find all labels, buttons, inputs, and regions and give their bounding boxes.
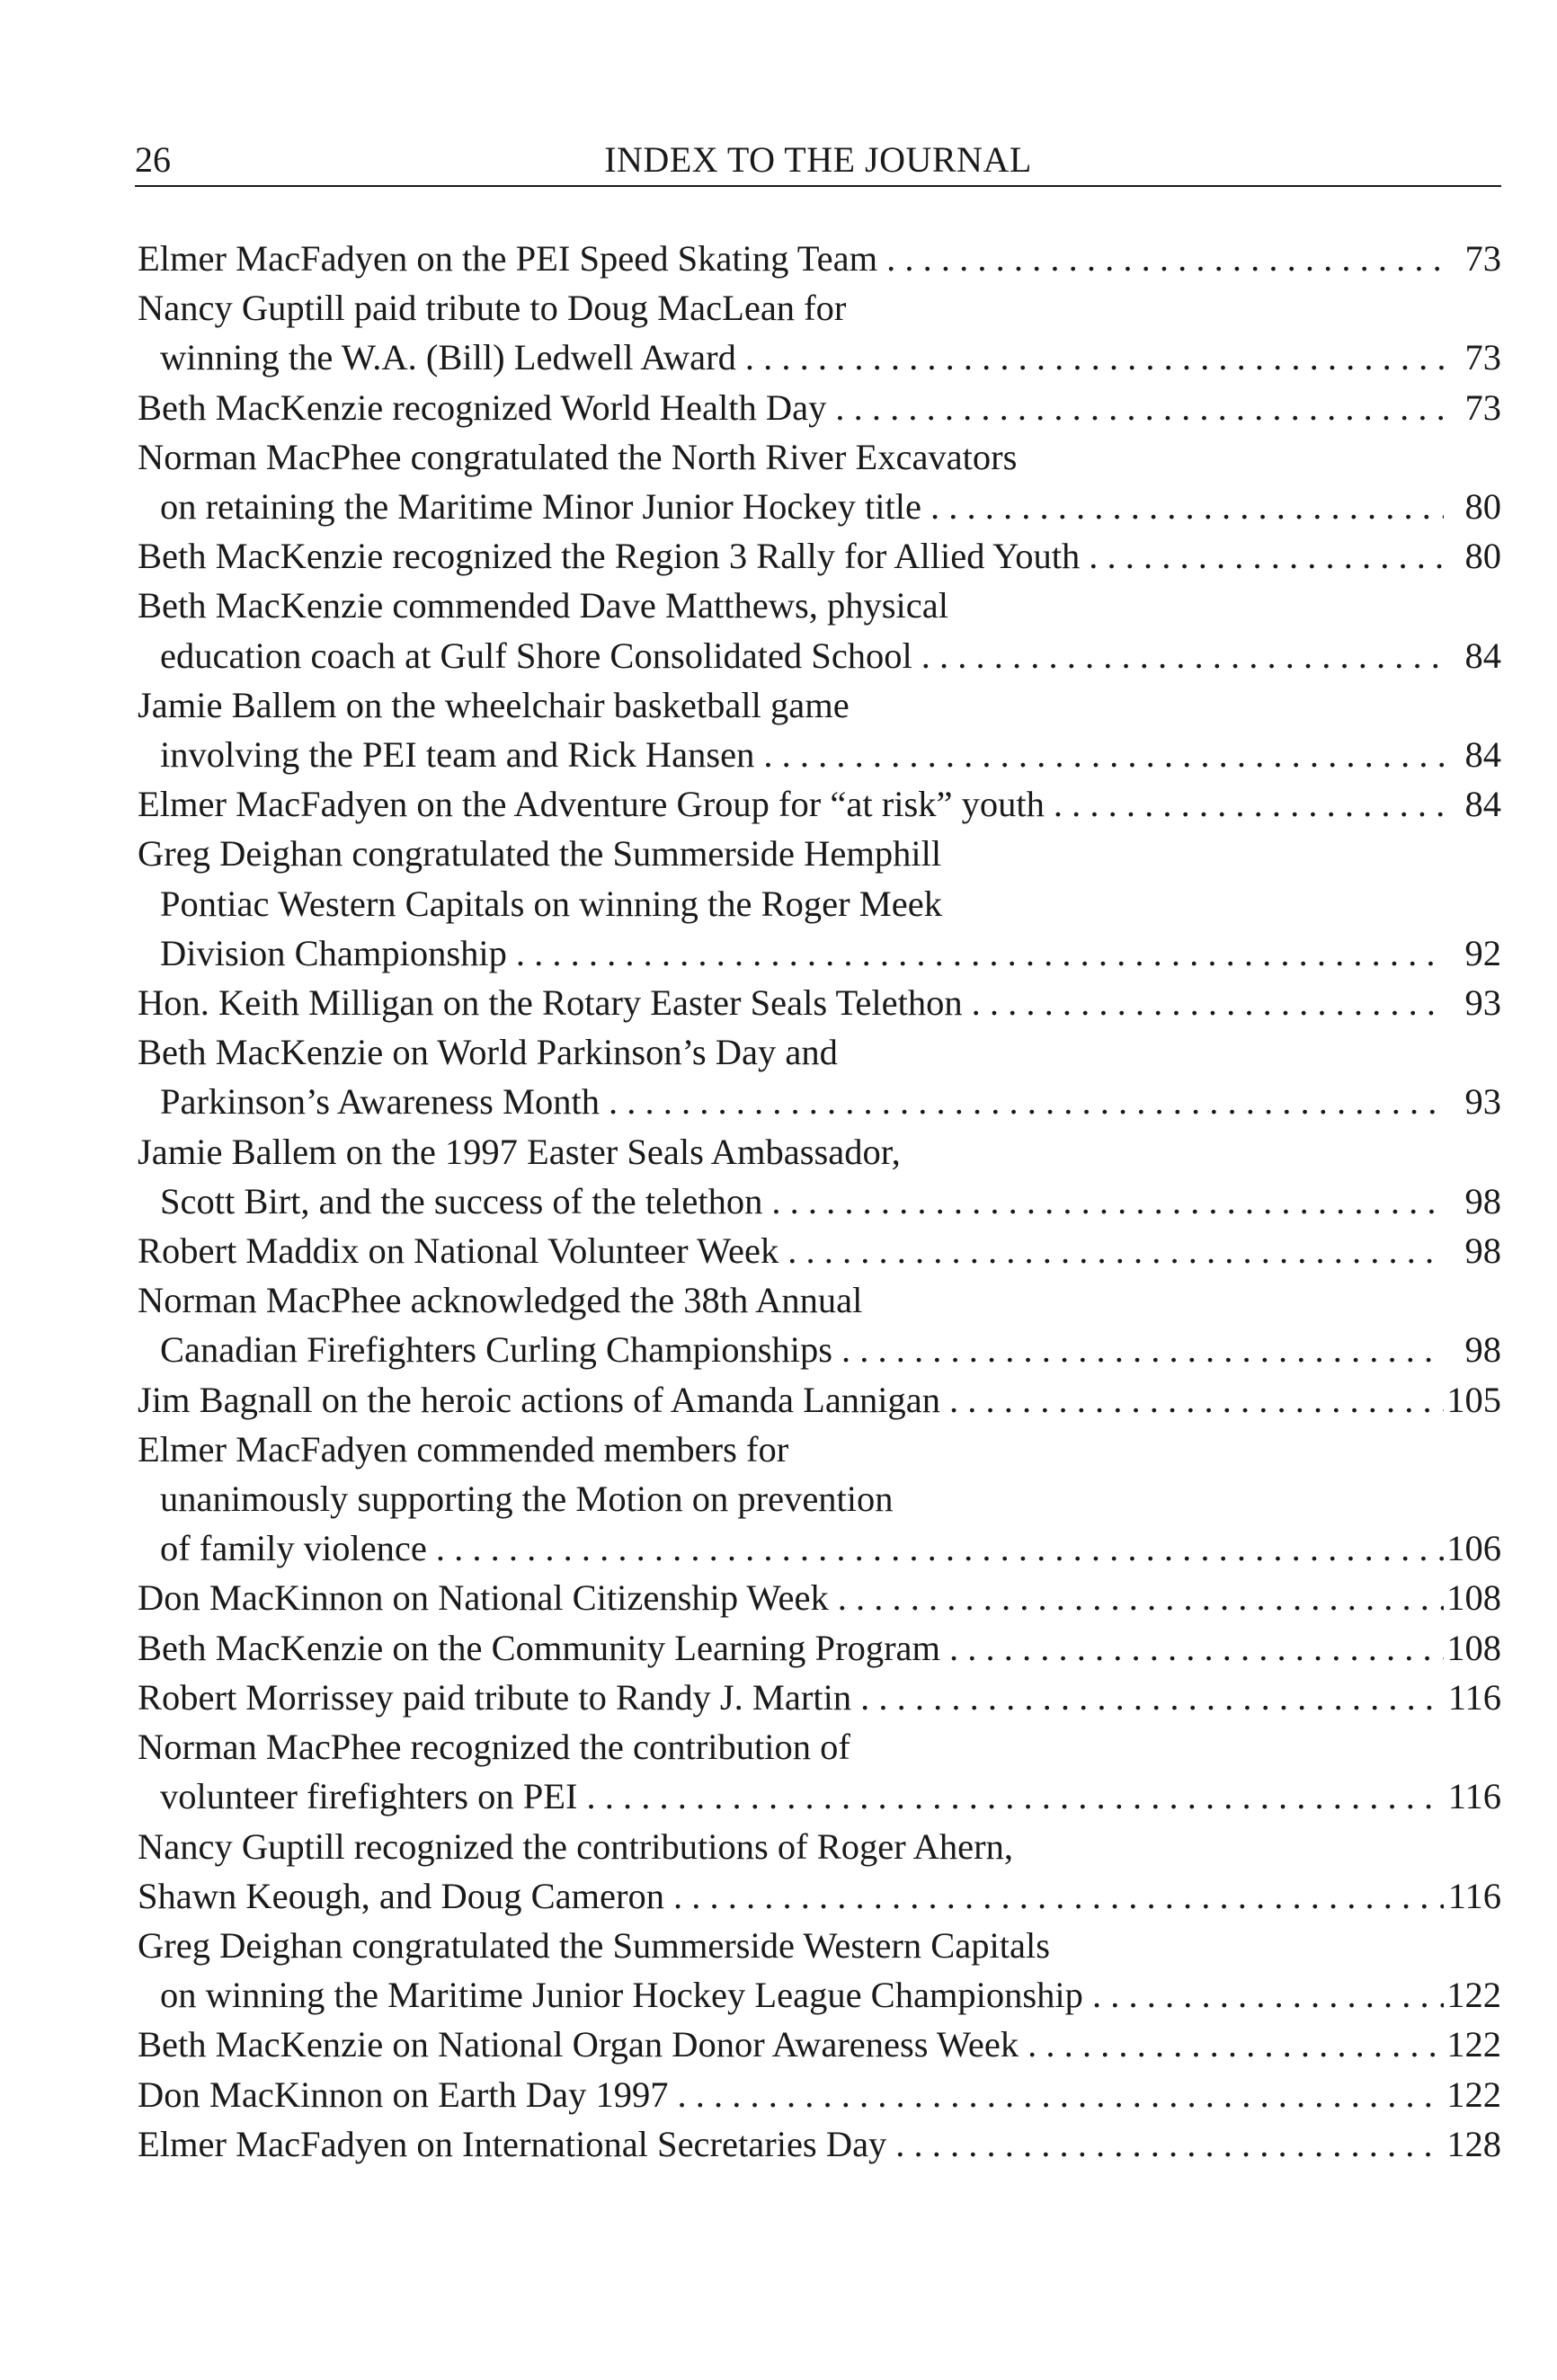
entry-page-number: 98 — [1464, 1180, 1501, 1221]
page-header — [135, 135, 1501, 187]
entry-page-number: 73 — [1464, 238, 1501, 279]
dot-leader — [1019, 2020, 1444, 2069]
entry-page-number: 84 — [1464, 635, 1501, 676]
dot-leader — [829, 1573, 1444, 1622]
dot-leader — [507, 928, 1444, 978]
index-entry — [138, 1226, 1501, 1275]
entry-text-line: winning the W.A. (Bill) Ledwell Award — [160, 337, 736, 378]
entry-text-line: unanimously supporting the Motion on prevention — [160, 1479, 894, 1520]
index-entry — [138, 531, 1501, 581]
entry-page-number: 80 — [1464, 486, 1501, 528]
index-entries — [138, 234, 1501, 2169]
entry-text-line: Beth MacKenzie commended Dave Matthews, physical — [138, 585, 948, 626]
entry-page-number: 108 — [1446, 1577, 1501, 1619]
entry-page-number: 116 — [1447, 1875, 1501, 1916]
index-entry — [138, 1673, 1501, 1722]
index-entry — [138, 581, 1501, 679]
index-entry — [138, 680, 1501, 779]
entry-page-number: 116 — [1447, 1676, 1501, 1718]
index-entry — [138, 283, 1501, 382]
entry-page-number: 122 — [1446, 1975, 1501, 2016]
running-head-title: INDEX TO THE JOURNAL — [604, 139, 1032, 180]
dot-leader — [851, 1673, 1444, 1722]
dot-leader — [1083, 1970, 1444, 2020]
entry-text-line: of family violence — [160, 1528, 427, 1569]
dot-leader — [669, 2070, 1444, 2119]
dot-leader — [886, 2119, 1444, 2169]
index-entry — [138, 1573, 1501, 1622]
dot-leader — [1080, 531, 1444, 581]
entry-text-line: education coach at Gulf Shore Consolidated School — [160, 635, 912, 676]
index-entry — [138, 1027, 1501, 1126]
entry-page-number: 122 — [1446, 2074, 1501, 2115]
entry-text-line: Beth MacKenzie on the Community Learning Program — [138, 1627, 941, 1668]
entry-page-number: 84 — [1464, 784, 1501, 825]
entry-text-line: Beth MacKenzie recognized the Region 3 Rally for Allied Youth — [138, 536, 1081, 577]
entry-text-line: Norman MacPhee acknowledged the 38th Annual — [138, 1280, 863, 1321]
entry-text-line: Jamie Ballem on the wheelchair basketball game — [138, 684, 850, 725]
entry-final-line — [138, 779, 1501, 829]
dot-leader — [826, 383, 1444, 432]
entry-final-line — [138, 1623, 1501, 1673]
entry-final-line — [138, 2020, 1501, 2069]
index-entry — [138, 432, 1501, 531]
entry-final-line — [138, 333, 1501, 382]
entry-final-line — [138, 531, 1501, 581]
entry-page-number: 84 — [1464, 734, 1501, 776]
entry-text-line: Norman MacPhee recognized the contribution of — [138, 1727, 850, 1768]
entry-text-line: Nancy Guptill recognized the contributions of Roger Ahern, — [138, 1825, 1013, 1867]
entry-page-number: 116 — [1447, 1776, 1501, 1817]
entry-text-line: Elmer MacFadyen on the Adventure Group for “at risk” youth — [138, 784, 1045, 825]
entry-final-line — [138, 1673, 1501, 1722]
dot-leader — [940, 1375, 1444, 1425]
entry-text-line: Parkinson’s Awareness Month — [160, 1081, 601, 1123]
entry-text-line: Greg Deighan congratulated the Summerside Western Capitals — [138, 1924, 1050, 1966]
index-entry — [138, 1921, 1501, 2020]
page-number: 26 — [135, 139, 171, 180]
index-entry — [138, 1722, 1501, 1821]
entry-text-line: Don MacKinnon on Earth Day 1997 — [138, 2074, 669, 2115]
entry-page-number: 105 — [1446, 1379, 1501, 1420]
entry-text-line: Robert Maddix on National Volunteer Week — [138, 1230, 779, 1272]
entry-text-line: Hon. Keith Milligan on the Rotary Easter Seals Telethon — [138, 982, 963, 1024]
entry-page-number: 80 — [1464, 536, 1501, 577]
entry-text-line: Jamie Ballem on the 1997 Easter Seals Ambassador, — [138, 1131, 901, 1172]
index-entry — [138, 1822, 1501, 1921]
entry-page-number: 73 — [1464, 337, 1501, 378]
entry-page-number: 98 — [1464, 1230, 1501, 1272]
entry-text-line: Division Championship — [160, 932, 507, 973]
entry-text-line: Nancy Guptill paid tribute to Doug MacLean for — [138, 288, 847, 329]
entry-text-line: Shawn Keough, and Doug Cameron — [138, 1875, 665, 1916]
dot-leader — [754, 730, 1444, 779]
entry-page-number: 98 — [1464, 1329, 1501, 1371]
entry-text-line: Elmer MacFadyen commended members for — [138, 1428, 789, 1470]
entry-final-line — [138, 928, 1501, 978]
index-entry — [138, 2119, 1501, 2169]
index-entry — [138, 383, 1501, 432]
dot-leader — [778, 1226, 1444, 1275]
entry-final-line — [138, 978, 1501, 1027]
entry-page-number: 122 — [1446, 2024, 1501, 2065]
dot-leader — [963, 978, 1444, 1027]
entry-final-line — [138, 631, 1501, 680]
entry-text-line: Beth MacKenzie on World Parkinson’s Day and — [138, 1032, 838, 1073]
dot-leader — [736, 333, 1444, 382]
entry-page-number: 73 — [1464, 386, 1501, 428]
entry-final-line — [138, 730, 1501, 779]
dot-leader — [1045, 779, 1444, 829]
entry-final-line — [138, 1772, 1501, 1821]
entry-final-line — [138, 2119, 1501, 2169]
entry-text-line: Beth MacKenzie on National Organ Donor Awareness Week — [138, 2024, 1019, 2065]
entry-text-line: Jim Bagnall on the heroic actions of Amanda Lannigan — [138, 1379, 941, 1420]
index-entry — [138, 1425, 1501, 1574]
dot-leader — [877, 234, 1444, 283]
entry-final-line — [138, 1970, 1501, 2020]
entry-text-line: Norman MacPhee congratulated the North River Excavators — [138, 436, 1018, 477]
entry-text-line: Scott Birt, and the success of the telethon — [160, 1180, 763, 1221]
entry-text-line: Pontiac Western Capitals on winning the Roger Meek — [160, 883, 942, 924]
entry-text-line: Robert Morrissey paid tribute to Randy J. Martin — [138, 1676, 852, 1718]
entry-text-line: Elmer MacFadyen on the PEI Speed Skating Team — [138, 238, 878, 279]
index-entry — [138, 2020, 1501, 2069]
index-entry — [138, 779, 1501, 829]
index-entry — [138, 1275, 1501, 1374]
dot-leader — [577, 1772, 1444, 1821]
index-entry — [138, 978, 1501, 1027]
index-entry — [138, 829, 1501, 978]
entry-final-line — [138, 383, 1501, 432]
entry-text-line: Greg Deighan congratulated the Summerside Hemphill — [138, 833, 942, 875]
entry-final-line — [138, 1375, 1501, 1425]
entry-final-line — [138, 1077, 1501, 1126]
entry-page-number: 108 — [1446, 1627, 1501, 1668]
entry-text-line: on winning the Maritime Junior Hockey League Championship — [160, 1975, 1083, 2016]
entry-page-number: 106 — [1446, 1528, 1501, 1569]
entry-final-line — [138, 1573, 1501, 1622]
entry-page-number: 128 — [1446, 2123, 1501, 2164]
dot-leader — [664, 1871, 1444, 1921]
entry-text-line: Don MacKinnon on National Citizenship Week — [138, 1577, 829, 1619]
entry-final-line — [138, 1177, 1501, 1226]
entry-final-line — [138, 482, 1501, 531]
index-entry — [138, 2070, 1501, 2119]
entry-final-line — [138, 1226, 1501, 1275]
index-entry — [138, 234, 1501, 283]
dot-leader — [600, 1077, 1444, 1126]
index-entry — [138, 1623, 1501, 1673]
dot-leader — [940, 1623, 1444, 1673]
dot-leader — [762, 1177, 1444, 1226]
entry-final-line — [138, 234, 1501, 283]
dot-leader — [832, 1325, 1444, 1374]
entry-text-line: Elmer MacFadyen on International Secretaries Day — [138, 2123, 887, 2164]
dot-leader — [427, 1523, 1444, 1573]
dot-leader — [912, 631, 1444, 680]
entry-final-line — [138, 2070, 1501, 2119]
entry-final-line — [138, 1523, 1501, 1573]
entry-text-line: on retaining the Maritime Minor Junior Hockey title — [160, 486, 921, 528]
entry-final-line — [138, 1871, 1501, 1921]
index-entry — [138, 1127, 1501, 1226]
entry-text-line: involving the PEI team and Rick Hansen — [160, 734, 755, 776]
entry-page-number: 93 — [1464, 982, 1501, 1024]
index-entry — [138, 1375, 1501, 1425]
entry-text-line: Beth MacKenzie recognized World Health Day — [138, 386, 827, 428]
entry-page-number: 92 — [1464, 932, 1501, 973]
entry-text-line: volunteer firefighters on PEI — [160, 1776, 578, 1817]
entry-page-number: 93 — [1464, 1081, 1501, 1123]
entry-final-line — [138, 1325, 1501, 1374]
entry-text-line: Canadian Firefighters Curling Championships — [160, 1329, 833, 1371]
dot-leader — [921, 482, 1444, 531]
